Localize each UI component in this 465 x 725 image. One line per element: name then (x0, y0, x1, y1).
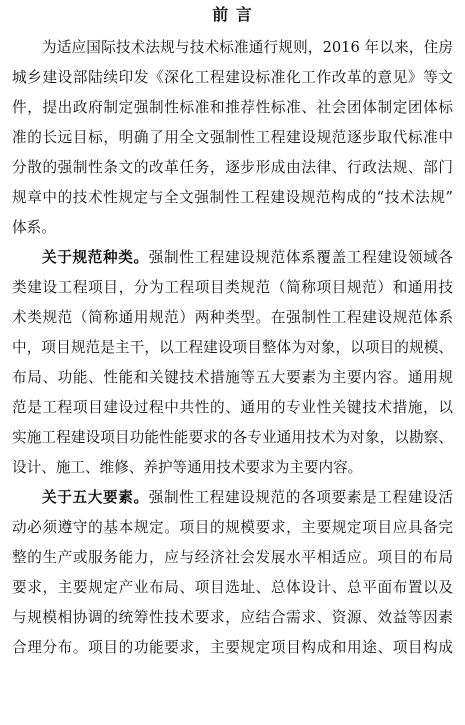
paragraph-2-line: 布局、功能、性能和关键技术措施等五大要素为主要内容。通用规 (12, 369, 453, 386)
paragraph-3-line: 要求，主要规定产业布局、项目选址、总体设计、总平面布置以及 (12, 579, 453, 596)
paragraph-3-first-text: 强制性工程建设规范的各项要素是工程建设活 (148, 489, 453, 506)
page-title: 前 言 (212, 5, 253, 24)
paragraph-1-line: 城乡建设部陆续印发《深化工程建设标准化工作改革的意见》等文 (12, 69, 453, 86)
paragraph-3-line: 动必须遵守的基本规定。项目的规模要求，主要规定项目应具备完 (12, 519, 453, 536)
paragraph-3-first-line (42, 483, 453, 513)
paragraph-2-line: 术类规范（简称通用规范）两种类型。在强制性工程建设规范体系 (12, 309, 453, 326)
paragraph-3-line: 与规模相协调的统筹性技术要求，应结合需求、资源、效益等因素 (12, 609, 453, 626)
paragraph-2-line: 实施工程建设项目功能性能要求的各专业通用技术为对象，以勘察、 (12, 429, 453, 446)
paragraph-3-heading: 关于五大要素。 (42, 489, 149, 506)
paragraph-1-line: 为适应国际技术法规与技术标准通行规则，2016 年以来，住房 (42, 39, 453, 56)
paragraph-3-line: 合理分布。项目的功能要求，主要规定项目构成和用途、项目构成 (12, 639, 453, 656)
paragraph-1-line: 件，提出政府制定强制性标准和推荐性标准、社会团体制定团体标 (12, 99, 453, 116)
paragraph-2-first-line (42, 243, 453, 273)
paragraph-1-line: 体系。 (12, 219, 56, 236)
paragraph-2-first-text: 强制性工程建设规范体系覆盖工程建设领域各 (148, 249, 453, 266)
paragraph-2-line: 中，项目规范是主干，以工程建设项目整体为对象，以项目的规模、 (12, 339, 453, 356)
paragraph-2-line: 设计、施工、维修、养护等通用技术要求为主要内容。 (12, 459, 363, 476)
paragraph-1-line: 规章中的技术性规定与全文强制性工程建设规范构成的“技术法规” (12, 189, 453, 206)
paragraph-3-line: 整的生产或服务能力，应与经济社会发展水平相适应。项目的布局 (12, 549, 453, 566)
paragraph-2-line: 类建设工程项目，分为工程项目类规范（简称项目规范）和通用技 (12, 279, 453, 296)
paragraph-1-line: 分散的强制性条文的改革任务，逐步形成由法律、行政法规、部门 (12, 159, 453, 176)
paragraph-2-line: 范是工程项目建设过程中共性的、通用的专业性关键技术措施，以 (12, 399, 453, 416)
paragraph-2-heading: 关于规范种类。 (42, 249, 149, 266)
paragraph-1-line: 准的长远目标，明确了用全文强制性工程建设规范逐步取代标准中 (12, 129, 453, 146)
